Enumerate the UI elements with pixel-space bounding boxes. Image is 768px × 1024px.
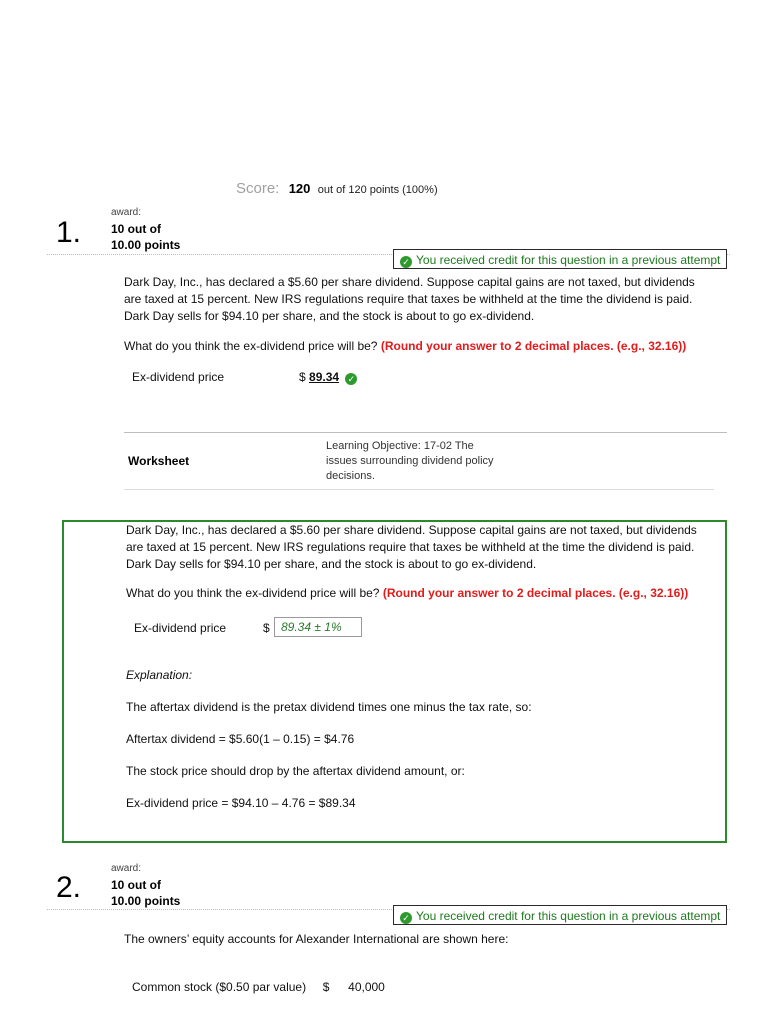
score-total: out of 120 points (100%) (317, 184, 438, 196)
correct-answer-box: 89.34 ± 1% (274, 617, 362, 637)
award-label: award: (111, 207, 142, 218)
score-label: Score: (236, 180, 280, 197)
credit-notice: ✓ You received credit for this question in a previous attempt (393, 905, 727, 925)
rounding-instruction: (Round your answer to 2 decimal places. (e.g., 32.16)) (380, 339, 687, 353)
equity-row-label: Common stock ($0.50 par value) (132, 980, 307, 994)
solution-currency: $ (263, 621, 270, 635)
worksheet-bottom-rule (124, 489, 714, 490)
answer-label: Ex-dividend price (132, 370, 225, 384)
credit-notice: ✓ You received credit for this question in a previous attempt (393, 249, 727, 269)
solution-rounding-instruction: (Round your answer to 2 decimal places. (e.g., 32.16)) (382, 586, 689, 600)
explanation-line: The stock price should drop by the aftertax dividend amount, or: (126, 764, 465, 778)
score-summary (236, 180, 438, 197)
award-points: 10 out of 10.00 points (111, 222, 181, 252)
award-points: 10 out of 10.00 points (111, 878, 181, 908)
question-number: 1. (56, 216, 82, 249)
check-circle-icon: ✓ (400, 912, 412, 924)
explanation-line: The aftertax dividend is the pretax dividend times one minus the tax rate, so: (126, 700, 532, 714)
learning-objective: Learning Objective: 17-02 The issues surrounding dividend policy decisions. (326, 440, 494, 482)
solution-problem-statement: Dark Day, Inc., has declared a $5.60 per share dividend. Suppose capital gains are not taxed, but dividends are taxed at 15 percent. New IRS regulations require that taxes be withheld at the time the dividend is paid. Dark Day sells for $94.10 per share, and the stock is about to go ex-dividend. (126, 523, 697, 571)
solution-question-prompt: What do you think the ex-dividend price will be? (Round your answer to 2 decimal places. (e.g., 32.16)) (126, 586, 689, 600)
problem-statement: The owners’ equity accounts for Alexander International are shown here: (124, 932, 509, 946)
check-circle-icon: ✓ (345, 373, 357, 385)
question-number: 2. (56, 871, 82, 904)
explanation-formula: Aftertax dividend = $5.60(1 – 0.15) = $4.76 (126, 732, 355, 746)
explanation-formula: Ex-dividend price = $94.10 – 4.76 = $89.34 (126, 796, 356, 810)
problem-statement: Dark Day, Inc., has declared a $5.60 per share dividend. Suppose capital gains are not taxed, but dividends are taxed at 15 percent. New IRS regulations require that taxes be withheld at the time the dividend is paid. Dark Day sells for $94.10 per share, and the stock is about to go ex-dividend. (124, 275, 695, 323)
worksheet-top-rule (124, 432, 727, 433)
equity-row-value: 40,000 (348, 980, 385, 994)
answer-value: 89.34 (309, 370, 340, 384)
explanation-label: Explanation: (126, 668, 193, 682)
check-circle-icon: ✓ (400, 256, 412, 268)
score-value: 120 (288, 181, 311, 196)
equity-row-currency: $ (322, 980, 330, 994)
award-label: award: (111, 863, 142, 874)
worksheet-label: Worksheet (128, 454, 190, 468)
submitted-answer: $ 89.34 ✓ (299, 369, 361, 386)
solution-answer-label: Ex-dividend price (134, 621, 227, 635)
equity-row (132, 979, 385, 996)
question-prompt: What do you think the ex-dividend price will be? (Round your answer to 2 decimal places. (e.g., 32.16)) (124, 339, 687, 353)
